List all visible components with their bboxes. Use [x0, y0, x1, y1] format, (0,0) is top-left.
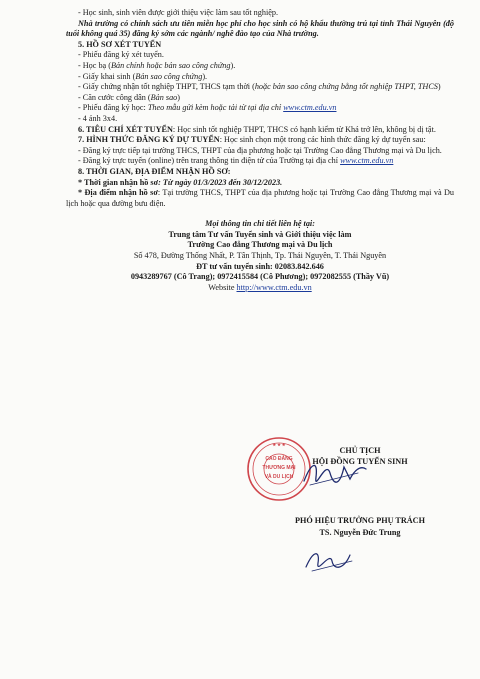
signature-role-1: CHỦ TỊCH	[339, 446, 381, 455]
website-link[interactable]: http://www.ctm.edu.vn	[236, 282, 312, 292]
s5-item-2-b: Bản chính hoặc bản sao công chứng	[110, 60, 231, 70]
ctm-link-1[interactable]: www.ctm.edu.vn	[283, 103, 337, 113]
ctm-link-2[interactable]: www.ctm.edu.vn	[340, 156, 394, 166]
s5-item-1: - Phiếu đăng ký xét tuyển.	[78, 50, 164, 60]
s5-item-5-c: )	[177, 92, 180, 102]
s5-item-4	[66, 82, 454, 93]
s7-item-2	[66, 156, 454, 167]
s5-item-2-c: ).	[230, 60, 236, 70]
tuition-policy: Nhà trường có chính sách ưu tiên miễn học phí cho học sinh có hộ khẩu thường trú tại tỉnh Thái Nguyên (độ tuổi không quá 35) đăng ký sớm các ngành/ nghề đào tạo của Nhà trường.	[66, 18, 454, 39]
s7-item-1: - Đăng ký trực tiếp tại trường THCS, THPT của địa phương hoặc tại Trường Cao đẳng Thương mại và Du lịch.	[78, 145, 442, 155]
section-8-heading: 8. THỜI GIAN, ĐỊA ĐIỂM NHẬN HỒ SƠ:	[78, 166, 231, 176]
svg-text:CAO ĐẲNG: CAO ĐẲNG	[265, 456, 293, 462]
s5-item-7: - 4 ảnh 3x4.	[78, 113, 118, 123]
benefit-line: - Học sinh, sinh viên được giới thiệu việc làm sau tốt nghiệp.	[78, 8, 279, 17]
signature-scribble-1	[300, 455, 370, 491]
s8-item-1-value: : Từ ngày 01/3/2023 đến 30/12/2023.	[158, 177, 283, 187]
s8-item-2-value: : Tại trường THCS, THPT của địa phương hoặc tại Trường Cao đẳng Thương mại và Du lịch hoặc qua đường bưu điện.	[66, 188, 455, 208]
contact-mobiles: 0943289767 (Cô Trang); 0972415584 (Cô Phương); 0972082555 (Thầy Vũ)	[130, 272, 390, 282]
svg-text:THƯƠNG MẠI: THƯƠNG MẠI	[262, 465, 296, 471]
s5-item-5-a: - Căn cước công dân (	[78, 92, 151, 102]
svg-text:VÀ DU LỊCH: VÀ DU LỊCH	[264, 474, 294, 480]
section-7-heading: 7. HÌNH THỨC ĐĂNG KÝ DỰ TUYỂN	[78, 135, 220, 145]
s5-item-6	[66, 103, 454, 114]
section-6	[66, 125, 454, 136]
document-body	[66, 8, 454, 293]
s5-item-5	[66, 93, 454, 104]
contact-center: Trung tâm Tư vấn Tuyển sinh và Giới thiệu việc làm	[168, 229, 352, 239]
contact-school: Trường Cao đẳng Thương mại và Du lịch	[187, 240, 333, 250]
signature-title: PHÓ HIỆU TRƯỞNG PHỤ TRÁCH	[295, 516, 425, 525]
contact-address: Số 478, Đường Thống Nhất, P. Tân Thịnh, Tp. Thái Nguyên, T. Thái Nguyên	[133, 251, 387, 261]
s7-item-2-a: - Đăng ký trực tuyến (online) trên trang thông tin điện tử của Trường tại địa chỉ	[78, 156, 341, 166]
s5-item-3-c: ).	[202, 71, 208, 81]
s5-item-4-b: hoặc bản sao công chứng bằng tốt nghiệp THPT, THCS	[254, 82, 438, 92]
s8-item-2-label: * Địa điểm nhận hồ sơ	[78, 188, 158, 198]
s5-item-2-a: - Học bạ (	[78, 60, 111, 70]
website-label: Website	[208, 282, 237, 292]
s8-item-2	[66, 188, 454, 209]
section-6-heading: 6. TIÊU CHÍ XÉT TUYỂN	[78, 124, 173, 134]
s5-item-4-a: - Giấy chứng nhận tốt nghiệp THPT, THCS tạm thời (	[78, 82, 255, 92]
signature-name: TS. Nguyễn Đức Trung	[319, 528, 401, 537]
s5-item-3-b: Bản sao công chứng	[135, 71, 203, 81]
contact-phone: ĐT tư vấn tuyển sinh: 02083.842.646	[196, 261, 324, 271]
section-7	[66, 135, 454, 146]
s5-item-2	[66, 61, 454, 72]
s5-item-4-c: )	[437, 82, 441, 92]
section-5-heading: 5. HỒ SƠ XÉT TUYỂN	[78, 39, 162, 49]
contact-website	[66, 283, 454, 294]
s5-item-5-b: Bản sao	[150, 92, 178, 102]
s5-item-6-a: - Phiếu đăng ký học:	[78, 103, 148, 113]
signature-scribble-2	[300, 545, 360, 575]
s5-item-3-a: - Giấy khai sinh (	[78, 71, 136, 81]
svg-text:★ ★ ★: ★ ★ ★	[272, 442, 286, 447]
s5-item-6-b: Theo mẫu gửi kèm hoặc tải từ tại địa chỉ	[147, 103, 284, 113]
signature-role-2: HỘI ĐỒNG TUYỂN SINH	[312, 457, 408, 466]
s8-item-1-label: * Thời gian nhận hồ sơ	[78, 177, 159, 187]
s8-item-1	[66, 178, 454, 189]
contact-intro: Mọi thông tin chi tiết liên hệ tại:	[205, 219, 315, 229]
section-7-text: : Học sinh chọn một trong các hình thức đăng ký dự tuyển sau:	[219, 135, 426, 145]
s5-item-3	[66, 72, 454, 83]
section-6-text: : Học sinh tốt nghiệp THPT, THCS có hạnh kiểm từ Khá trở lên, không bị dị tật.	[172, 124, 436, 134]
